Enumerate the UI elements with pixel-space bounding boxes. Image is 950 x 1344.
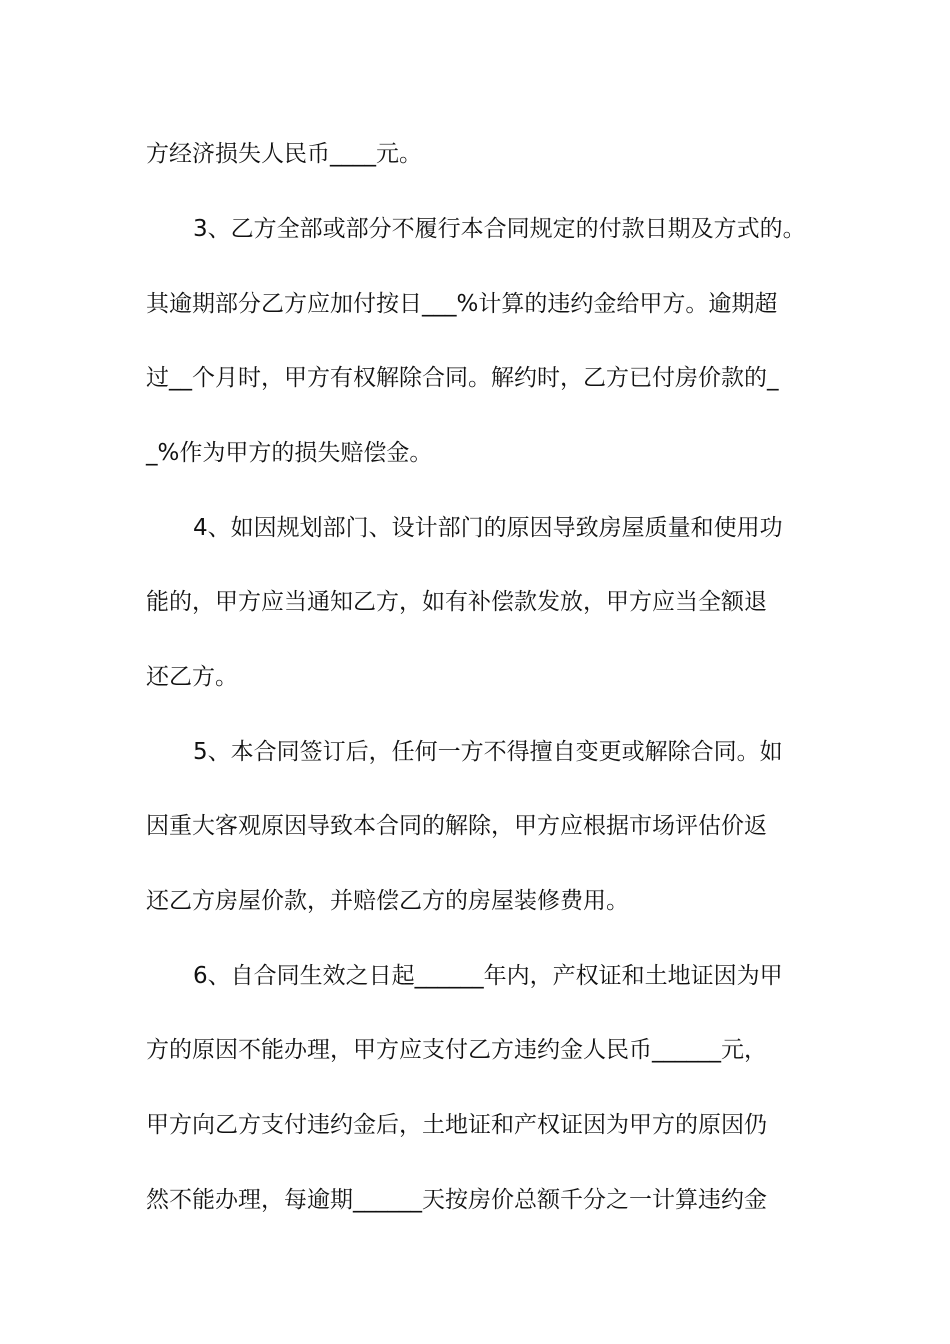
text-line: 其逾期部分乙方应加付按日___%计算的违约金给甲方。逾期超: [146, 291, 778, 317]
text-line: 方的原因不能办理，甲方应支付乙方违约金人民币______元，: [146, 1037, 767, 1063]
clause-4-line: 4、如因规划部门、设计部门的原因导致房屋质量和使用功: [193, 515, 783, 541]
clause-5-line: 5、本合同签订后，任何一方不得擅自变更或解除合同。如: [193, 739, 783, 765]
text-line: 然不能办理，每逾期______天按房价总额千分之一计算违约金: [146, 1187, 767, 1213]
text-line: 还乙方。: [146, 664, 238, 690]
text-line: 方经济损失人民币____元。: [146, 141, 422, 167]
text-line: 因重大客观原因导致本合同的解除，甲方应根据市场评估价返: [146, 813, 767, 839]
clause-3-line: 3、乙方全部或部分不履行本合同规定的付款日期及方式的。: [193, 216, 806, 242]
text-line: _%作为甲方的损失赔偿金。: [146, 440, 433, 466]
text-line: 甲方向乙方支付违约金后，土地证和产权证因为甲方的原因仍: [146, 1112, 767, 1138]
text-line: 过__个月时，甲方有权解除合同。解约时，乙方已付房价款的_: [146, 365, 779, 391]
text-line: 还乙方房屋价款，并赔偿乙方的房屋装修费用。: [146, 888, 629, 914]
clause-6-line: 6、自合同生效之日起______年内，产权证和土地证因为甲: [193, 963, 783, 989]
text-line: 能的，甲方应当通知乙方，如有补偿款发放，甲方应当全额退: [146, 589, 767, 615]
